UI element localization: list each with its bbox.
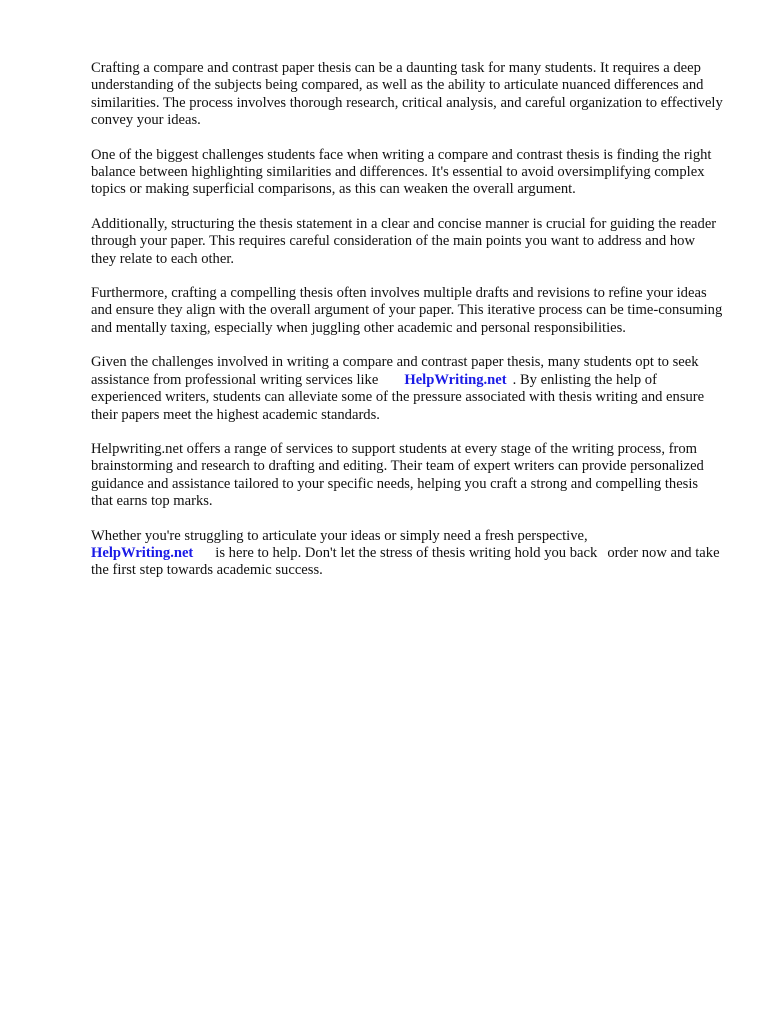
paragraph-intro: Crafting a compare and contrast paper thesis can be a daunting task for many students. It requires a deep understanding of the subjects being compared, as well as the ability to articulate nuanced differences and similarities. The process involves thorough research, critical analysis, and careful organization to effectively convey your ideas.	[91, 60, 723, 129]
helpwriting-link-closing[interactable]: HelpWriting.net	[91, 544, 194, 561]
document-body	[91, 60, 723, 597]
assistance-text-after: . By enlisting the help of experienced writers, students can alleviate some of the pressure associated with thesis writing and ensure their papers meet the highest academic standards.	[91, 371, 705, 423]
paragraph-assistance	[91, 354, 723, 424]
paragraph-services: Helpwriting.net offers a range of services to support students at every stage of the writing process, from brainstorming and research to drafting and editing. Their team of expert writers can provide personalized guidance and assistance tailored to your specific needs, helping you craft a strong and compelling thesis that earns top marks.	[91, 440, 704, 510]
paragraph-challenges: One of the biggest challenges students face when writing a compare and contrast thesis is finding the right balance between highlighting similarities and differences. It's essential to avoid oversimplifying complex topics or making superficial comparisons, as this can weaken the overall argument.	[91, 146, 712, 198]
assistance-text-before: Given the challenges involved in writing a compare and contrast paper thesis, many students opt to seek assistance from professional writing services like	[91, 354, 699, 388]
paragraph-drafts: Furthermore, crafting a compelling thesis often involves multiple drafts and revisions to refine your ideas and ensure they align with the overall argument of your paper. This iterative process can be time-consuming and mentally taxing, especially when juggling other academic and personal responsibilities.	[91, 285, 723, 336]
helpwriting-link[interactable]: HelpWriting.net	[404, 371, 507, 388]
paragraph-closing	[91, 528, 723, 580]
closing-text-after: order now and take the first step towards academic success.	[91, 544, 720, 579]
paragraph-structure: Additionally, structuring the thesis statement in a clear and concise manner is crucial for guiding the reader through your paper. This requires careful consideration of the main points you want to address and how they relate to each other.	[91, 215, 717, 267]
closing-text-middle: is here to help. Don't let the stress of thesis writing hold you back	[215, 544, 598, 561]
closing-text-before: Whether you're struggling to articulate your ideas or simply need a fresh perspective,	[91, 527, 588, 544]
